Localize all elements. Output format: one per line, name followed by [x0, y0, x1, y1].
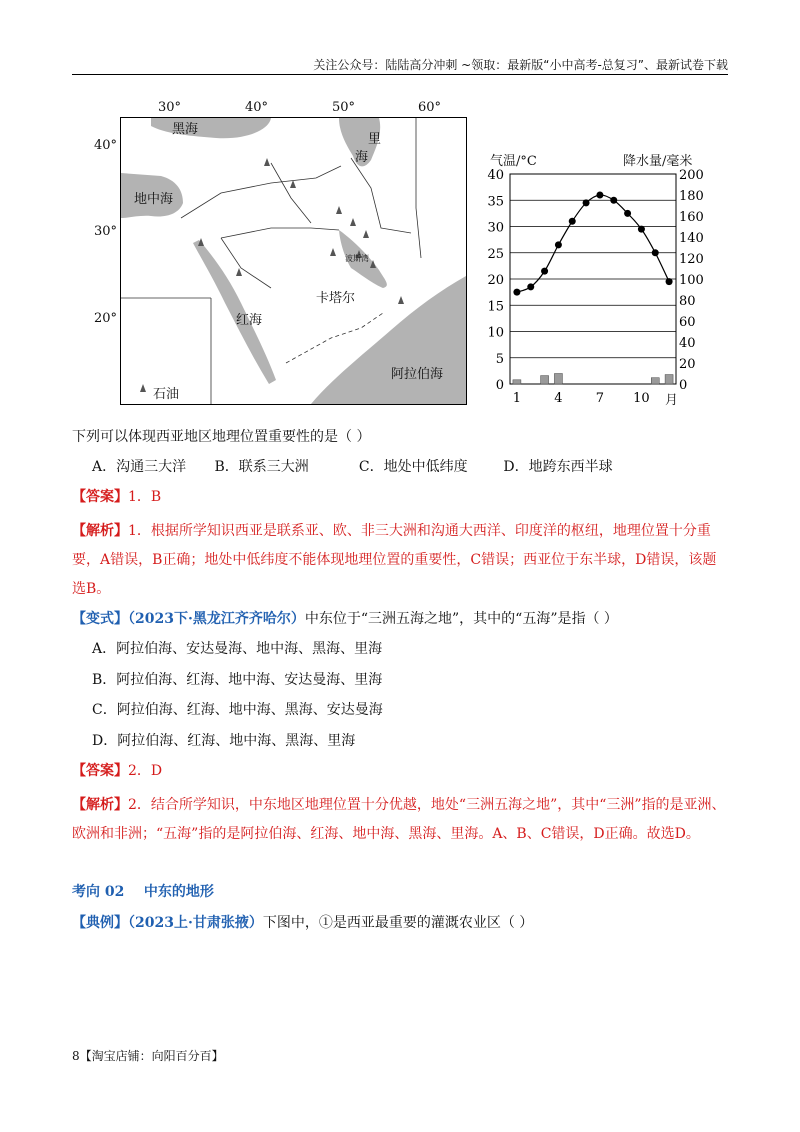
q2-analysis	[72, 791, 728, 849]
y2-label: 降水量/毫米	[623, 154, 693, 169]
option[interactable]: D．地跨东西半球	[503, 459, 613, 475]
lat-label: 20°	[94, 311, 118, 326]
lon-label: 60°	[418, 100, 442, 115]
y2-tick-label: 100	[679, 273, 704, 288]
oil-icon	[363, 230, 369, 238]
y1-tick-label: 0	[495, 378, 504, 393]
page-header: 关注公众号：陆陆高分冲刺 ~领取：最新版“小中高考-总复习”、最新试卷下载	[313, 58, 728, 72]
temperature-point	[569, 218, 576, 225]
y1-tick-label: 35	[487, 194, 504, 210]
oil-icon	[236, 268, 242, 276]
temperature-point	[527, 283, 534, 290]
x-label: 月	[665, 393, 679, 408]
temperature-point	[541, 268, 548, 275]
option[interactable]: B．阿拉伯海、红海、地中海、安达曼海、里海	[92, 672, 383, 688]
q1-options	[92, 457, 728, 477]
option[interactable]: D．阿拉伯海、红海、地中海、黑海、里海	[92, 733, 356, 749]
precip-bar	[651, 378, 659, 384]
temperature-point	[596, 192, 603, 199]
analysis-tag: 【解析】	[72, 523, 128, 539]
option[interactable]: A．阿拉伯海、安达曼海、地中海、黑海、里海	[92, 641, 383, 657]
label-red-sea: 红海	[236, 313, 263, 328]
lon-label: 40°	[245, 100, 269, 115]
oil-icon	[290, 180, 296, 188]
y2-tick-label: 80	[679, 294, 696, 309]
label-mediterranean: 地中海	[134, 192, 174, 207]
q1-stem: 下列可以体现西亚地区地理位置重要性的是（ ）	[72, 429, 371, 445]
oil-icon	[336, 206, 342, 214]
stem-text: 下图中，①是西亚最重要的灌溉农业区（ ）	[262, 915, 534, 931]
temperature-point	[583, 199, 590, 206]
border-line	[351, 158, 411, 233]
label-black-sea: 黑海	[172, 122, 199, 137]
analysis-text: 2．结合所学知识，中东地区地理位置十分优越，地处“三洲五海之地”，其中“三洲”指的是亚洲、欧洲和非洲；“五海”指的是阿拉伯海、红海、地中海、黑海、里海。A、B、C错误，D正确。故选D。	[72, 797, 726, 842]
option[interactable]: A．沟通三大洋	[92, 459, 187, 475]
analysis-text: 1．根据所学知识西亚是联系亚、欧、非三大洲和沟通大西洋、印度洋的枢纽，地理位置十分重要，A错误，B正确；地处中低纬度不能体现地理位置的重要性，C错误；西亚位于东半球，D错误，该题选B。	[72, 523, 717, 597]
source: （2023下·黑龙江齐齐哈尔）	[128, 611, 305, 627]
precip-bar	[665, 375, 673, 384]
label-qatar: 卡塔尔	[316, 291, 356, 306]
lon-label: 50°	[332, 100, 356, 115]
border-line	[221, 228, 339, 238]
legend-oil-icon	[140, 384, 146, 392]
y2-tick-label: 140	[679, 231, 704, 246]
legend-oil-label: 石油	[153, 387, 180, 402]
y1-label: 气温/°C	[490, 154, 537, 169]
red-sea-shape	[193, 240, 276, 384]
answer-tag: 【答案】	[72, 489, 128, 505]
x-tick-label: 1	[512, 391, 522, 406]
temperature-point	[666, 278, 673, 285]
y1-tick-label: 30	[487, 220, 504, 236]
border-line	[181, 166, 341, 218]
oil-icon	[264, 158, 270, 166]
y1-tick-label: 20	[487, 273, 504, 288]
y2-tick-label: 200	[679, 168, 704, 183]
temperature-point	[555, 241, 562, 248]
temperature-point	[513, 289, 520, 296]
lat-label: 40°	[94, 138, 118, 153]
page-footer: 8【淘宝店铺：向阳百分百】	[72, 1049, 224, 1063]
variant-tag: 【变式】	[72, 611, 128, 627]
example-tag: 【典例】	[72, 915, 128, 931]
y1-tick-label: 5	[495, 351, 504, 367]
x-tick-label: 4	[554, 391, 563, 406]
climate-svg	[478, 144, 708, 409]
oil-icon	[330, 248, 336, 256]
label-caspian: 海	[355, 150, 369, 165]
label-caspian: 里	[368, 132, 382, 147]
q1-answer	[72, 487, 728, 507]
y2-tick-label: 180	[679, 189, 704, 204]
y2-tick-label: 120	[679, 252, 704, 267]
y2-tick-label: 160	[679, 210, 704, 225]
lat-label: 30°	[94, 224, 118, 239]
q2-answer	[72, 761, 728, 781]
answer-tag: 【答案】	[72, 763, 128, 779]
section-title: 考向 02 中东的地形	[72, 884, 214, 900]
oil-icon	[398, 296, 404, 304]
black-sea-shape	[151, 118, 271, 138]
climate-chart	[478, 144, 708, 409]
y2-tick-label: 60	[679, 315, 696, 330]
border-line	[416, 118, 421, 258]
answer-text: 1．B	[128, 489, 162, 505]
y1-tick-label: 15	[487, 299, 504, 315]
middle-east-map	[120, 117, 467, 405]
option[interactable]: C．阿拉伯海、红海、地中海、黑海、安达曼海	[92, 702, 383, 718]
temperature-point	[638, 226, 645, 233]
oil-icon	[350, 218, 356, 226]
source: （2023上·甘肃张掖）	[128, 915, 263, 931]
precip-bar	[554, 374, 562, 385]
header-divider	[72, 74, 728, 75]
analysis-tag: 【解析】	[72, 797, 128, 813]
y2-tick-label: 20	[679, 357, 696, 372]
y2-tick-label: 0	[679, 378, 688, 393]
answer-text: 2．D	[128, 763, 163, 779]
y1-tick-label: 40	[487, 168, 504, 183]
temperature-point	[610, 197, 617, 204]
y1-tick-label: 25	[487, 246, 504, 262]
map-svg	[121, 118, 466, 404]
y2-tick-label: 40	[679, 336, 696, 351]
stem-text: 中东位于“三洲五海之地”，其中的“五海”是指（ ）	[304, 611, 618, 627]
y1-tick-label: 10	[487, 325, 504, 341]
temperature-point	[652, 249, 659, 256]
lon-label: 30°	[158, 100, 182, 115]
option[interactable]: C．地处中低纬度	[358, 459, 468, 475]
x-tick-label: 7	[595, 391, 605, 406]
q3-stem	[72, 913, 728, 933]
label-arabian-sea: 阿拉伯海	[391, 367, 444, 382]
precip-bar	[541, 376, 549, 384]
precip-bar	[513, 380, 521, 384]
temperature-point	[624, 210, 631, 217]
option[interactable]: B．联系三大洲	[214, 459, 309, 475]
temperature-line	[517, 195, 669, 292]
q2-stem	[72, 609, 728, 629]
border-line	[271, 163, 311, 223]
q1-analysis	[72, 517, 728, 604]
label-gulf: 波斯湾	[345, 254, 369, 263]
x-tick-label: 10	[633, 391, 650, 406]
